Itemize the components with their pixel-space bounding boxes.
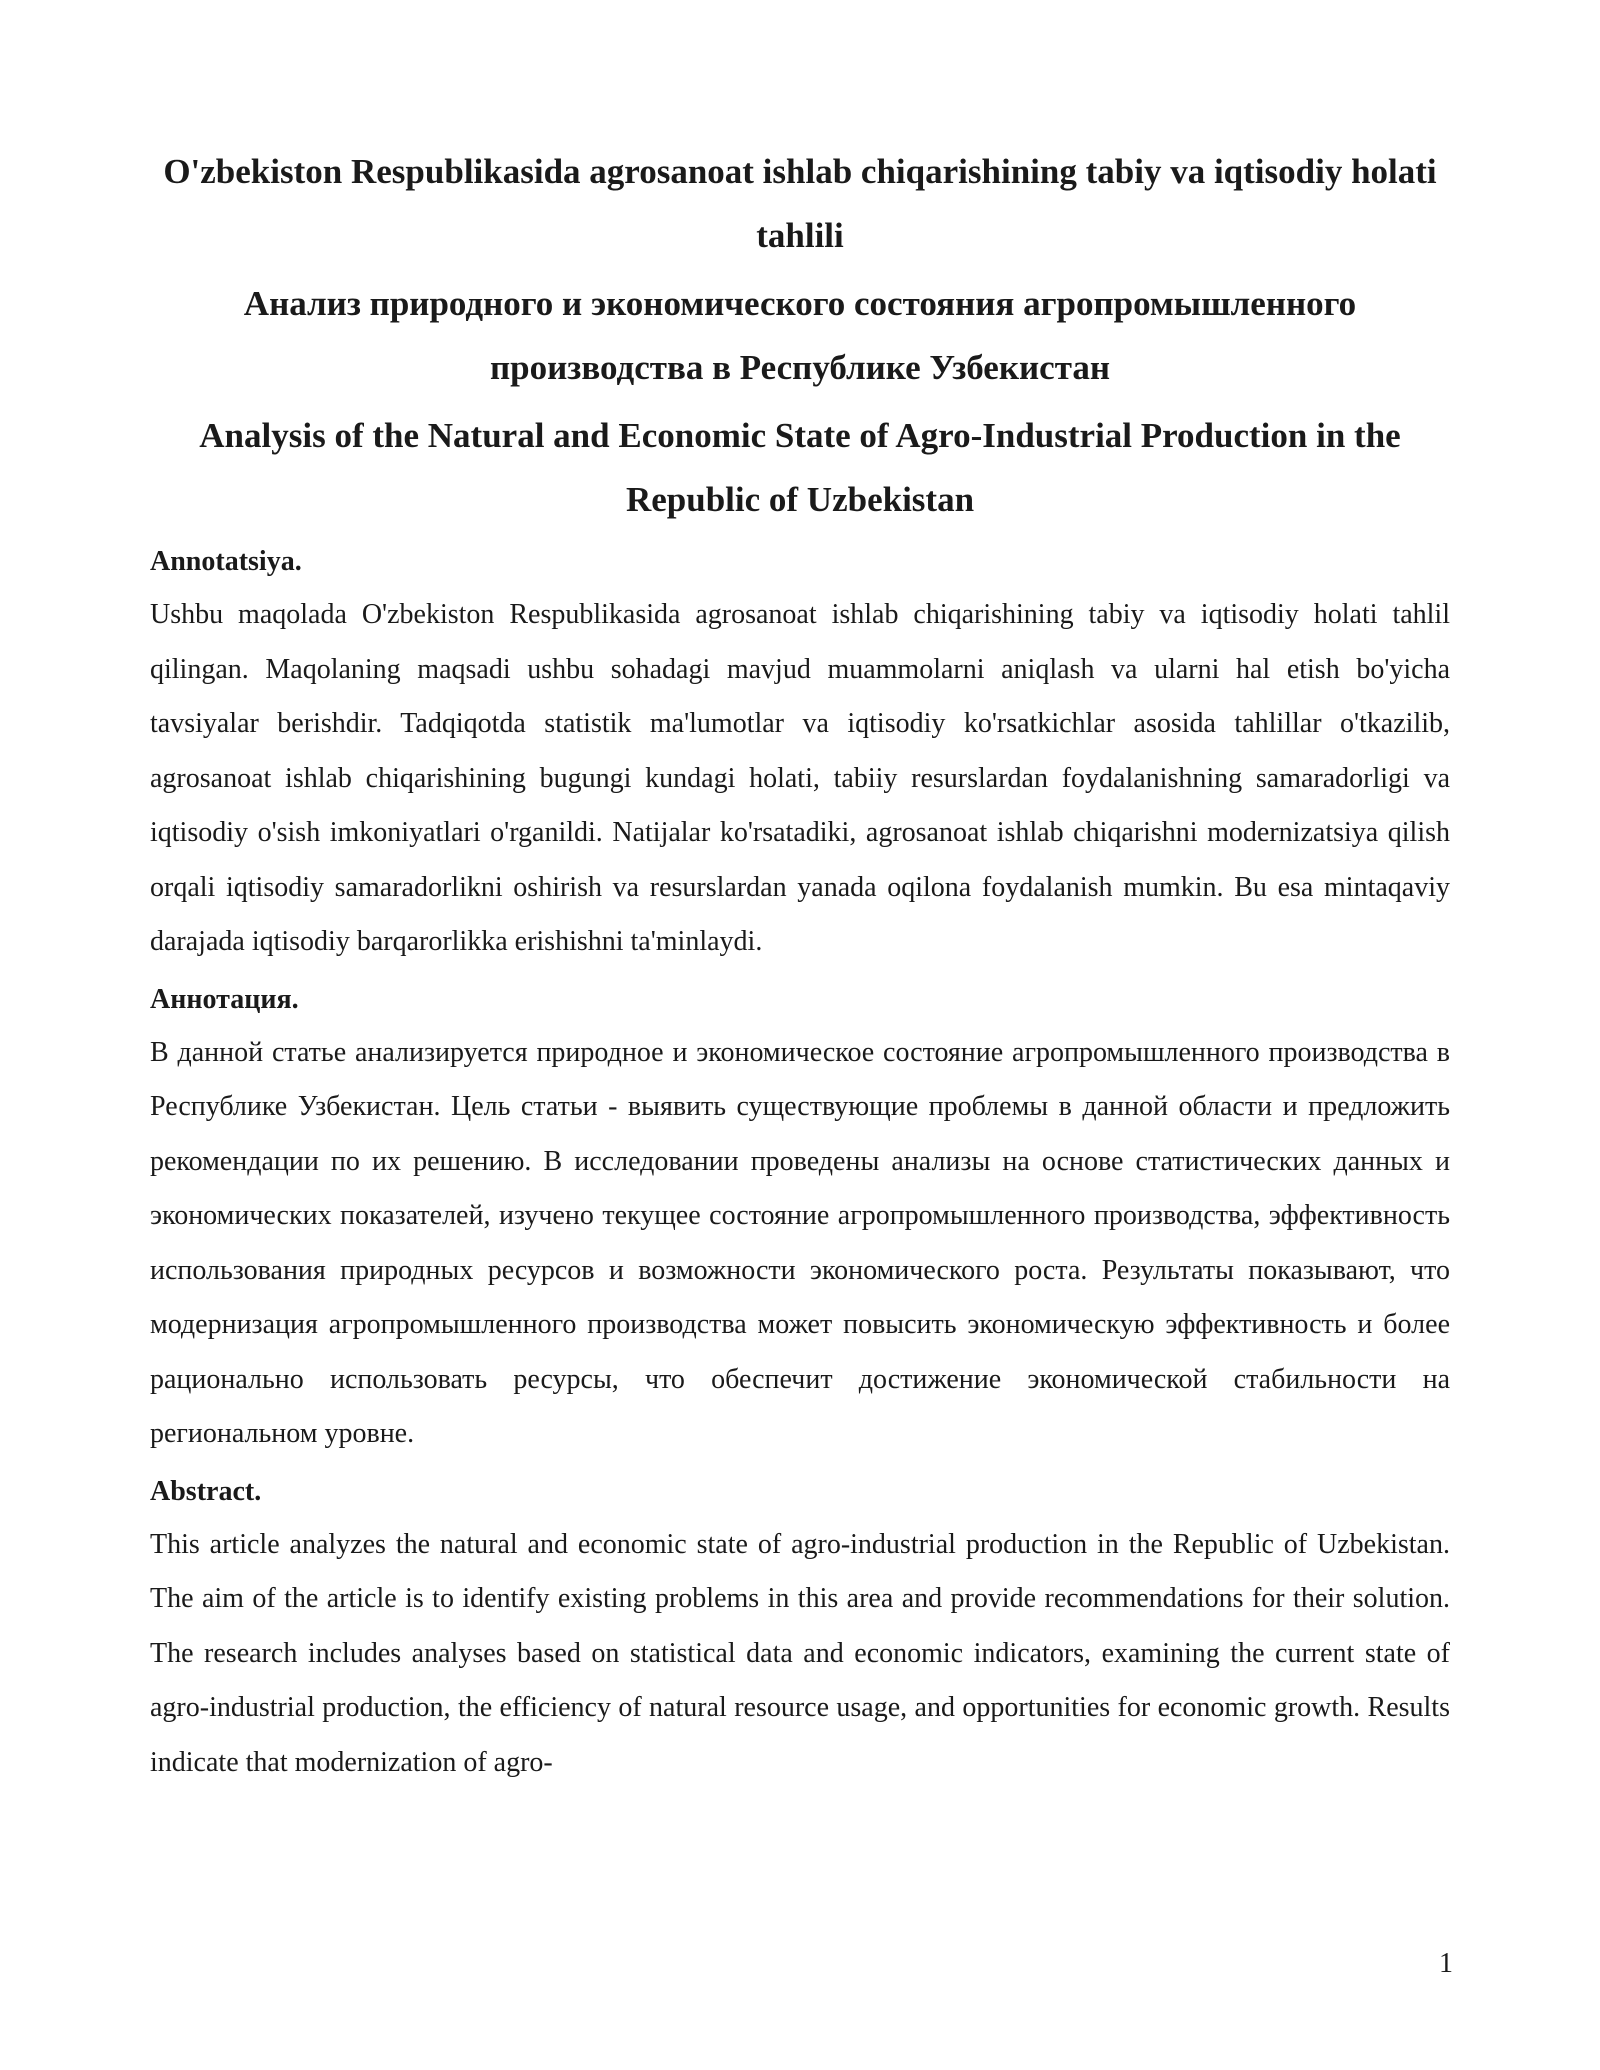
page-number: 1 (1439, 1948, 1453, 1979)
abstract-uzbek-section (150, 542, 1450, 970)
title-english: Analysis of the Natural and Economic State of Agro-Industrial Production in the Republic of Uzbekistan (199, 416, 1401, 519)
abstract-english-text: This article analyzes the natural and economic state of agro-industrial production in the Republic of Uzbekistan. The aim of the article is to identify existing problems in this area and provide recommendations for their solution. The research includes analyses based on statistical data and economic indicators, examining the current state of agro-industrial production, the efficiency of natural resource usage, and opportunities for economic growth. Results indicate that modernization of agro- (150, 1528, 1450, 1778)
title-russian: Анализ природного и экономического состояния агропромышленного производства в Республике Узбекистан (243, 284, 1357, 387)
abstract-uzbek-text: Ushbu maqolada O'zbekiston Respublikasida agrosanoat ishlab chiqarishining tabiy va iqtisodiy holati tahlil qilingan. Maqolaning maqsadi ushbu sohadagi mavjud muammolarni aniqlash va ularni hal etish bo'yicha tavsiyalar berishdir. Tadqiqotda statistik ma'lumotlar va iqtisodiy ko'rsatkichlar asosida tahlillar o'tkazilib, agrosanoat ishlab chiqarishining bugungi kundagi holati, tabiiy resurslardan foydalanishning samaradorligi va iqtisodiy o'sish imkoniyatlari o'rganildi. Natijalar ko'rsatadiki, agrosanoat ishlab chiqarishni modernizatsiya qilish orqali iqtisodiy samaradorlikni oshirish va resurslardan yanada oqilona foydalanish mumkin. Bu esa mintaqaviy darajada iqtisodiy barqarorlikka erishishni ta'minlaydi. (150, 599, 1450, 957)
abstract-russian-text: В данной статье анализируется природное и экономическое состояние агропромышленного производства в Республике Узбекистан. Цель статьи - выявить существующие проблемы в данной области и предложить рекомендации по их решению. В исследовании проведены анализы на основе статистических данных и экономических показателей, изучено текущее состояние агропромышленного производства, эффективность использования природных ресурсов и возможности экономического роста. Результаты показывают, что модернизация агропромышленного производства может повысить экономическую эффективность и более рационально использовать ресурсы, что обеспечит достижение экономической стабильности на региональном уровне. (150, 1036, 1450, 1449)
abstract-russian-heading: Аннотация. (150, 983, 299, 1015)
abstract-uzbek-heading: Annotatsiya. (150, 546, 302, 577)
abstract-russian-section (150, 980, 1450, 1462)
title-uzbek: O'zbekiston Respublikasida agrosanoat ishlab chiqarishining tabiy va iqtisodiy holati tahlili (163, 152, 1437, 255)
abstract-english-section (150, 1472, 1450, 1791)
document-page (150, 140, 1450, 1790)
abstract-english-heading: Abstract. (150, 1475, 262, 1507)
